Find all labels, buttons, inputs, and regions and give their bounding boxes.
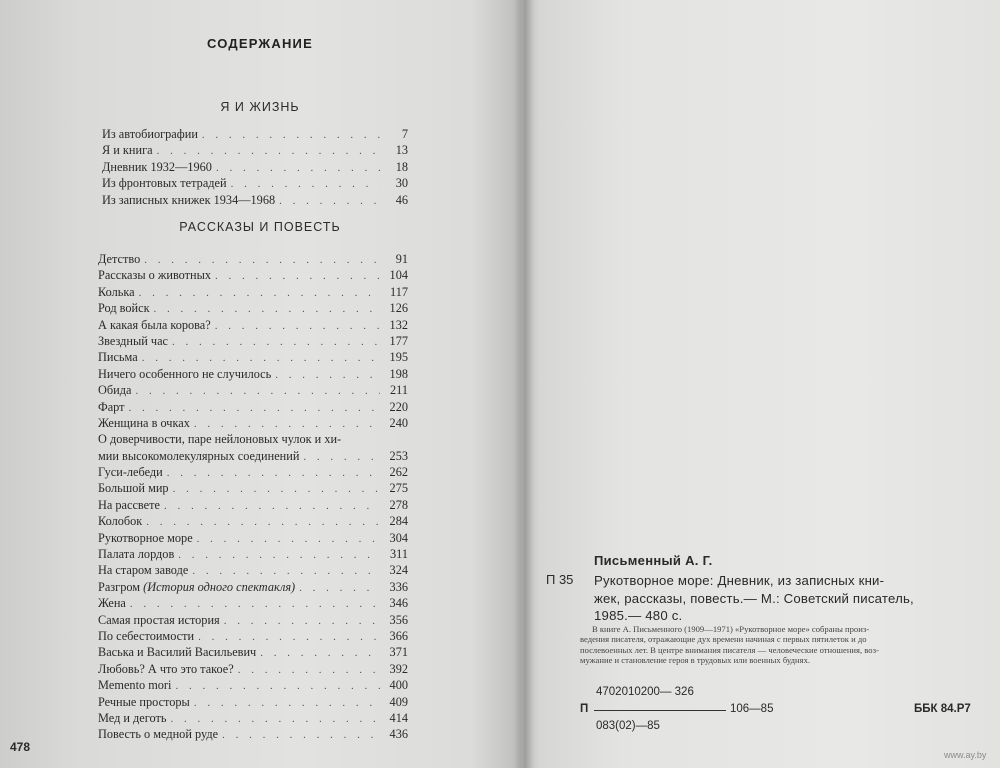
toc-item-title: Memento mori: [98, 678, 172, 693]
toc-leader-dots: [192, 563, 380, 579]
toc-leader-dots: [215, 318, 380, 334]
toc-item: [98, 415, 408, 431]
toc-item-page: 278: [389, 497, 408, 512]
toc-item-page: 414: [389, 710, 408, 725]
toc-leader-dots: [299, 580, 380, 596]
toc-leader-dots: [142, 350, 380, 366]
toc-item: [98, 399, 408, 415]
annotation-line: ведения писателя, отражающие дух времени начиная с первых пятилеток и до: [580, 634, 867, 645]
toc-item-title: Женщина в очках: [98, 415, 190, 430]
catalog-code: П 35: [546, 572, 574, 587]
toc-item-page: 126: [389, 301, 408, 316]
toc-leader-dots: [215, 268, 380, 284]
toc-item-title: Род войск: [98, 301, 150, 316]
toc-leader-dots: [194, 416, 380, 432]
toc-item-title-continuation: мии высокомолекулярных соединений: [98, 448, 300, 463]
catalog-description-line: 1985.— 480 с.: [594, 608, 683, 623]
toc-item: [98, 530, 408, 546]
toc-item: [98, 710, 408, 726]
toc-item: [98, 267, 408, 283]
toc-item: [98, 349, 408, 365]
toc-leader-dots: [130, 596, 380, 612]
toc-item-page: 262: [389, 465, 408, 480]
toc-item-title: Колька: [98, 284, 135, 299]
toc-item-page: 304: [389, 530, 408, 545]
toc-item: [102, 159, 408, 175]
toc-item: [98, 513, 408, 529]
toc-item: [102, 142, 408, 158]
toc-leader-dots: [224, 613, 380, 629]
toc-item-title-italic: (История одного спектакля): [143, 579, 296, 594]
bib-code-line1: 4702010200— 326: [596, 686, 694, 698]
toc-item-title: Васька и Василий Васильевич: [98, 645, 257, 660]
catalog-author: Письменный А. Г.: [594, 553, 713, 568]
toc-item-page: 117: [390, 284, 408, 299]
toc-leader-dots: [275, 367, 380, 383]
toc-leader-dots: [172, 334, 380, 350]
toc-item-page: 253: [389, 448, 408, 463]
right-page: [534, 0, 1000, 768]
toc-item-page: 198: [389, 366, 408, 381]
contents-heading: СОДЕРЖАНИЕ: [207, 36, 313, 51]
toc-section-2: [98, 251, 408, 743]
toc-item: [98, 480, 408, 496]
annotation-line: послевоенных лет. В центре внимания писателя — человеческие отношения, воз-: [580, 644, 879, 655]
toc-item: [98, 612, 408, 628]
toc-item: [98, 677, 408, 693]
toc-item-title: Самая простая история: [98, 612, 220, 627]
toc-item: [98, 333, 408, 349]
section-heading-2: РАССКАЗЫ И ПОВЕСТЬ: [179, 220, 341, 234]
toc-leader-dots: [154, 301, 380, 317]
toc-leader-dots: [222, 727, 380, 743]
bib-code-mid: 106—85: [730, 703, 774, 715]
toc-item: [98, 726, 408, 742]
toc-leader-dots: [303, 449, 380, 465]
section-heading-1: Я И ЖИЗНЬ: [220, 100, 300, 114]
toc-item: [98, 382, 408, 398]
toc-item-title: Я и книга: [102, 143, 153, 158]
toc-item-title: Рукотворное море: [98, 530, 193, 545]
toc-item-page: 177: [389, 333, 408, 348]
toc-leader-dots: [197, 531, 380, 547]
toc-item-page: 311: [390, 547, 408, 562]
toc-item-title: Фарт: [98, 399, 125, 414]
toc-item: [98, 317, 408, 333]
toc-item-title: По себестоимости: [98, 628, 195, 643]
toc-item-title: Детство: [98, 252, 141, 266]
toc-item: [102, 175, 408, 191]
toc-item-title: Колобок: [98, 514, 143, 529]
bib-code-prefix: П: [580, 703, 589, 715]
toc-item-title: Письма: [98, 350, 138, 365]
catalog-description-line: жек, рассказы, повесть.— М.: Советский писатель,: [594, 590, 914, 606]
toc-item: [98, 300, 408, 316]
toc-item: [98, 579, 408, 595]
toc-leader-dots: [231, 176, 380, 192]
toc-item-title: Рассказы о животных: [98, 268, 212, 283]
page-number: 478: [10, 740, 31, 754]
toc-item-page: 18: [395, 159, 408, 174]
toc-leader-dots: [135, 383, 380, 399]
toc-item: [98, 628, 408, 644]
toc-item-title: Палата лордов: [98, 547, 175, 562]
bib-code-line3: 083(02)—85: [596, 720, 660, 732]
toc-item-title: А какая была корова?: [98, 317, 211, 332]
toc-leader-dots: [202, 127, 380, 143]
toc-item: [102, 192, 408, 208]
toc-item: [98, 497, 408, 513]
toc-item: [98, 694, 408, 710]
toc-item: [102, 126, 408, 142]
toc-item-title: Дневник 1932—1960: [102, 159, 212, 174]
toc-item: [98, 661, 408, 677]
toc-item-page: 195: [389, 350, 408, 365]
toc-leader-dots: [238, 662, 380, 678]
toc-item-page: 392: [389, 661, 408, 676]
bbk-code: ББК 84.Р7: [914, 703, 971, 715]
toc-item-title: [98, 579, 295, 595]
toc-item-page: 409: [389, 694, 408, 709]
toc-item: [98, 284, 408, 300]
toc-leader-dots: [164, 498, 380, 514]
toc-item-page: 240: [389, 415, 408, 430]
toc-leader-dots: [194, 695, 380, 711]
toc-leader-dots: [129, 400, 380, 416]
toc-item-title: Звездный час: [98, 333, 168, 348]
toc-item-page: 400: [389, 678, 408, 693]
toc-leader-dots: [173, 481, 380, 497]
toc-item-title: Из записных книжек 1934—1968: [102, 192, 276, 207]
toc-item-page: 132: [389, 317, 408, 332]
toc-item-wrapped-line2: [98, 448, 408, 464]
toc-item: [98, 644, 408, 660]
toc-leader-dots: [260, 645, 380, 661]
toc-item-title: О доверчивости, паре нейлоновых чулок и хи-: [98, 432, 342, 447]
toc-item: [98, 595, 408, 611]
toc-item-page: 336: [389, 579, 408, 594]
toc-item-title: Речные просторы: [98, 694, 190, 709]
bib-code-rule: [594, 710, 726, 711]
toc-leader-dots: [170, 711, 380, 727]
toc-item-page: 356: [389, 612, 408, 627]
toc-leader-dots: [144, 252, 380, 268]
toc-item: [98, 562, 408, 578]
toc-leader-dots: [167, 465, 380, 481]
toc-leader-dots: [279, 193, 380, 209]
toc-item-page: 346: [389, 596, 408, 611]
toc-item-title: Ничего особенного не случилось: [98, 366, 272, 381]
watermark: www.ay.by: [944, 750, 987, 760]
catalog-description: [594, 572, 994, 625]
annotation-line: В книге А. Письменного (1909—1971) «Рукотворное море» собраны произ-: [592, 624, 870, 634]
catalog-description-line: Рукотворное море: Дневник, из записных кни-: [594, 573, 885, 588]
toc-item-page: 30: [395, 176, 408, 191]
toc-item-page: 324: [389, 563, 408, 578]
toc-item-wrapped-line1: [98, 431, 408, 447]
toc-leader-dots: [157, 143, 380, 159]
toc-item-page: 220: [389, 399, 408, 414]
toc-item-title: Жена: [98, 596, 126, 611]
toc-item-page: 211: [390, 383, 408, 398]
toc-item-page: 104: [389, 268, 408, 283]
catalog-annotation: [580, 624, 990, 666]
toc-item-title: Любовь? А что это такое?: [98, 661, 234, 676]
toc-leader-dots: [139, 285, 380, 301]
toc-item-page: 46: [395, 192, 408, 207]
toc-item-title: Обида: [98, 383, 132, 398]
toc-item: [98, 464, 408, 480]
annotation-line: мужание и становление героя в трудовых или военных буднях.: [580, 655, 811, 666]
toc-leader-dots: [146, 514, 380, 530]
toc-item-page: 275: [389, 481, 408, 496]
toc-leader-dots: [178, 547, 380, 563]
toc-item-page: 13: [395, 143, 408, 158]
toc-item-title: Гуси-лебеди: [98, 465, 163, 480]
toc-item-title: Мед и деготь: [98, 710, 167, 725]
toc-item-page: 371: [389, 645, 408, 660]
toc-item-title: Большой мир: [98, 481, 169, 496]
toc-item: [98, 251, 408, 267]
toc-item-page: 7: [401, 127, 408, 141]
toc-item-page: 284: [389, 514, 408, 529]
toc-section-1: [102, 126, 408, 208]
toc-item-page: 366: [389, 628, 408, 643]
toc-item-title: На рассвете: [98, 497, 160, 512]
toc-item-title: На старом заводе: [98, 563, 189, 578]
toc-leader-dots: [198, 629, 380, 645]
toc-item-title: Повесть о медной руде: [98, 727, 219, 742]
toc-item: [98, 366, 408, 382]
toc-item-title: Из автобиографии: [102, 127, 198, 141]
toc-leader-dots: [216, 160, 380, 176]
toc-item-page: 91: [395, 252, 408, 266]
toc-item-page: 436: [389, 727, 408, 742]
toc-item-title-main: Разгром: [98, 579, 141, 594]
toc-item-title: Из фронтовых тетрадей: [102, 176, 227, 191]
toc-item: [98, 546, 408, 562]
toc-leader-dots: [175, 678, 380, 694]
